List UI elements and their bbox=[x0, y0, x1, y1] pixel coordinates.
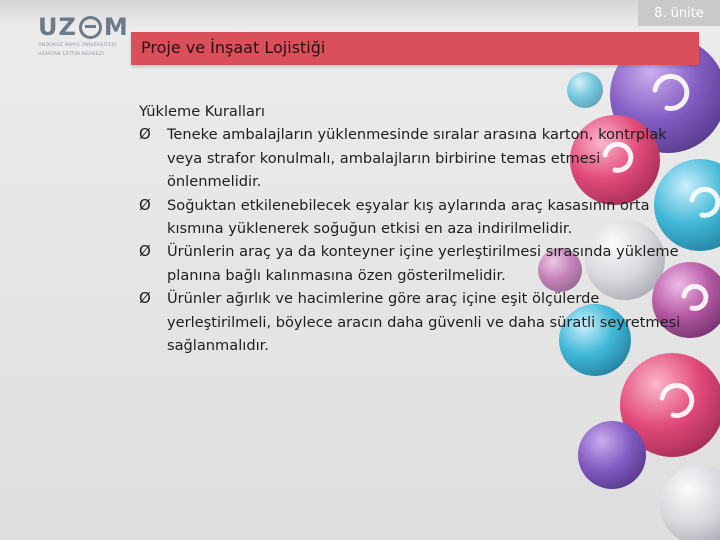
list-item bbox=[139, 123, 699, 193]
section-heading: Yükleme Kuralları bbox=[139, 103, 265, 120]
bullet-list bbox=[139, 123, 699, 357]
logo-e-mark bbox=[79, 16, 102, 39]
list-item bbox=[139, 287, 699, 357]
arrow-bullet-icon: Ø bbox=[139, 195, 151, 214]
bubble bbox=[578, 421, 646, 489]
logo-wordmark bbox=[38, 14, 138, 40]
logo-subtitle-2: UZAKTAN EĞİTİM MERKEZİ bbox=[38, 52, 104, 57]
bullet-text: Ürünlerin araç ya da konteyner içine yerleştirilmesi sırasında yükleme planına bağlı kalınmasına özen gösterilmelidir. bbox=[167, 243, 679, 284]
list-item bbox=[139, 194, 699, 241]
unit-label: 8. ünite bbox=[638, 0, 720, 26]
logo-letter-m: M bbox=[103, 13, 129, 41]
bullet-text: Teneke ambalajların yüklenmesinde sıralar arasına karton, kontrplak veya strafor konulmalı, ambalajların birbirine temas etmesi önlenmelidir. bbox=[167, 126, 667, 191]
bullet-text: Soğuktan etkilenebilecek eşyalar kış aylarında araç kasasının orta kısmına yüklenerek soğuğun etkisi en aza indirilmelidir. bbox=[167, 196, 650, 238]
arrow-bullet-icon: Ø bbox=[139, 289, 151, 308]
title-bar bbox=[131, 32, 699, 65]
bullet-text: Ürünler ağırlık ve hacimlerine göre araç içine eşit ölçülerde yerleştirilmeli, böylece aracın daha güvenli ve daha süratli seyretmesi sağlanmalıdır. bbox=[167, 290, 681, 355]
slide-content bbox=[139, 100, 699, 357]
bubble bbox=[660, 465, 720, 540]
logo-subtitle-1: ONDOKUZ MAYIS ÜNİVERSİTESİ bbox=[38, 43, 117, 48]
page-title: Proje ve İnşaat Lojistiği bbox=[141, 38, 326, 57]
uzem-logo bbox=[38, 14, 138, 64]
arrow-bullet-icon: Ø bbox=[139, 125, 151, 144]
arrow-bullet-icon: Ø bbox=[139, 242, 151, 261]
logo-letters-uz: UZ bbox=[38, 13, 77, 41]
list-item bbox=[139, 240, 699, 287]
